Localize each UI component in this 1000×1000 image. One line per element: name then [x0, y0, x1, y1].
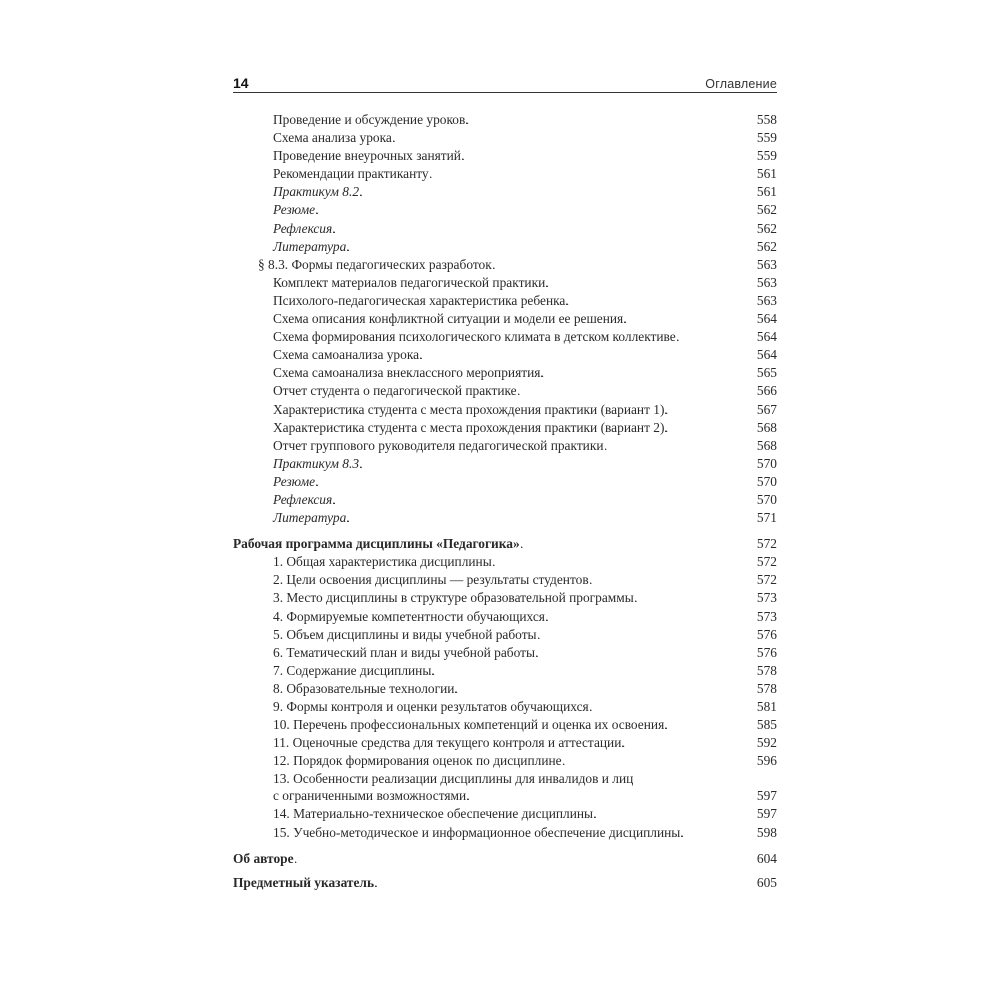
- page-number: 14: [233, 75, 249, 91]
- toc-entry-title: с ограниченными возможностями: [273, 788, 467, 804]
- toc-entry-title: Схема описания конфликтной ситуации и модели ее решения: [273, 311, 624, 327]
- toc-entry-title: 7. Содержание дисциплины: [273, 662, 432, 678]
- toc-entry-title: Рабочая программа дисциплины «Педагогика»: [233, 536, 520, 552]
- toc-entry[interactable]: [233, 147, 777, 165]
- toc-entry-page: 597: [756, 806, 777, 822]
- toc-entry-title: Схема анализа урока: [273, 130, 392, 146]
- toc-entry-title: 11. Оценочные средства для текущего контроля и аттестации: [273, 735, 622, 751]
- toc-entry-page: 564: [756, 311, 777, 327]
- toc-entry-title: Рефлексия: [273, 220, 333, 236]
- dot-leader: [360, 455, 756, 473]
- dot-leader: [360, 183, 756, 201]
- toc-entry[interactable]: [233, 256, 777, 274]
- toc-entry[interactable]: [233, 850, 777, 868]
- running-title: Оглавление: [705, 77, 777, 91]
- toc-entry-page: 605: [756, 874, 777, 890]
- toc-entry-page: 572: [756, 554, 777, 570]
- toc-entry[interactable]: [233, 553, 777, 571]
- toc-entry[interactable]: [233, 535, 777, 553]
- toc-entry-page: 562: [756, 220, 777, 236]
- toc-entry-title: Характеристика студента с места прохождения практики (вариант 2): [273, 419, 665, 435]
- toc-entry[interactable]: [233, 752, 777, 770]
- dot-leader: [333, 491, 756, 509]
- toc-entry-title: Литература: [273, 510, 347, 526]
- dot-leader: [347, 238, 756, 256]
- dot-leader: [665, 419, 755, 437]
- dot-leader: [430, 165, 756, 183]
- toc-entry[interactable]: [233, 716, 777, 734]
- toc-entry-title: Отчет студента о педагогической практике: [273, 383, 517, 399]
- toc-entry[interactable]: [233, 328, 777, 346]
- toc-entry[interactable]: [233, 491, 777, 509]
- toc-entry[interactable]: [233, 473, 777, 491]
- toc-entry-title: 3. Место дисциплины в структуре образовательной программы: [273, 590, 634, 606]
- dot-leader: [677, 328, 756, 346]
- dot-leader: [518, 382, 756, 400]
- toc-entry[interactable]: [233, 589, 777, 607]
- toc-entry-page: 576: [756, 626, 777, 642]
- toc-entry-page: 563: [756, 292, 777, 308]
- toc-entry-title: 6. Тематический план и виды учебной работы: [273, 644, 535, 660]
- toc-entry[interactable]: [233, 238, 777, 256]
- toc-entry[interactable]: [233, 382, 777, 400]
- toc-entry-title: 8. Образовательные технологии: [273, 680, 455, 696]
- toc-entry[interactable]: [233, 662, 777, 680]
- toc-entry-title: Предметный указатель: [233, 874, 375, 890]
- dot-leader: [538, 626, 756, 644]
- toc-entry-title: Отчет группового руководителя педагогической практики: [273, 437, 604, 453]
- toc-entry-title: Об авторе: [233, 850, 294, 866]
- toc-entry-page: 573: [756, 608, 777, 624]
- dot-leader: [635, 589, 756, 607]
- toc-entry[interactable]: [233, 787, 777, 805]
- toc-entry-title: Комплект материалов педагогической практики: [273, 274, 546, 290]
- toc-entry-page: 596: [756, 753, 777, 769]
- toc-entry-title: Проведение внеурочных занятий: [273, 148, 461, 164]
- toc-entry-page: 578: [756, 662, 777, 678]
- toc-entry-page: 604: [756, 850, 777, 866]
- dot-leader: [594, 805, 756, 823]
- toc-entry[interactable]: [233, 346, 777, 364]
- toc-entry-title: § 8.3. Формы педагогических разработок: [258, 256, 492, 272]
- toc-entry-page: 570: [756, 473, 777, 489]
- dot-leader: [316, 201, 756, 219]
- toc-entry[interactable]: [233, 165, 777, 183]
- toc-entry[interactable]: [233, 734, 777, 752]
- toc-entry-title: 10. Перечень профессиональных компетенций и оценка их освоения: [273, 717, 665, 733]
- dot-leader: [681, 824, 756, 842]
- toc-entry-page: 585: [756, 717, 777, 733]
- toc-entry-title: 9. Формы контроля и оценки результатов обучающихся: [273, 699, 589, 714]
- toc-entry-page: 570: [756, 491, 777, 507]
- toc-entry[interactable]: [233, 824, 777, 842]
- dot-leader: [605, 437, 756, 455]
- dot-leader: [563, 752, 756, 770]
- toc-entry[interactable]: [233, 220, 777, 238]
- toc-entry-title: Характеристика студента с места прохождения практики (вариант 1): [273, 401, 665, 417]
- toc-entry[interactable]: [233, 680, 777, 698]
- toc-entry[interactable]: [233, 129, 777, 147]
- toc-entry-page: 572: [756, 572, 777, 588]
- toc-entry[interactable]: [233, 571, 777, 589]
- dot-leader: [546, 608, 756, 626]
- toc-entry-page: 564: [756, 329, 777, 345]
- toc-entry-title: Проведение и обсуждение уроков: [273, 112, 466, 127]
- toc-entry[interactable]: [233, 201, 777, 219]
- toc-entry[interactable]: [233, 364, 777, 382]
- toc-entry-page: 567: [756, 401, 777, 417]
- dot-leader: [466, 111, 756, 129]
- toc-entry[interactable]: [233, 419, 777, 437]
- dot-leader: [541, 364, 755, 382]
- toc-entry[interactable]: [233, 644, 777, 662]
- toc-entry-title: Резюме: [273, 202, 316, 218]
- table-of-contents: [233, 111, 777, 892]
- toc-entry-page: 565: [756, 365, 777, 381]
- dot-leader: [393, 129, 756, 147]
- toc-entry-page: 598: [756, 824, 777, 840]
- toc-entry[interactable]: [233, 183, 777, 201]
- toc-entry-page: 597: [756, 788, 777, 804]
- book-page: [233, 72, 777, 892]
- toc-entry-page: 564: [756, 347, 777, 363]
- dot-leader: [493, 256, 756, 274]
- toc-entry[interactable]: [233, 310, 777, 328]
- toc-entry-title: 4. Формируемые компетентности обучающихся: [273, 608, 545, 624]
- toc-entry[interactable]: [233, 111, 777, 129]
- dot-leader: [462, 147, 756, 165]
- dot-leader: [665, 716, 756, 734]
- toc-entry-title: Схема самоанализа внеклассного мероприятия: [273, 365, 541, 381]
- toc-entry[interactable]: [233, 292, 777, 310]
- dot-leader: [432, 662, 756, 680]
- dot-leader: [316, 473, 756, 491]
- toc-entry-title: 12. Порядок формирования оценок по дисциплине: [273, 753, 562, 769]
- toc-entry-page: 561: [756, 166, 777, 182]
- toc-entry-title: 15. Учебно-методическое и информационное обеспечение дисциплины: [273, 824, 681, 840]
- toc-entry-page: 581: [756, 699, 777, 714]
- toc-entry-title: Рекомендации практиканту: [273, 166, 429, 182]
- toc-entry-page: 562: [756, 238, 777, 254]
- toc-entry-title: 2. Цели освоения дисциплины — результаты студентов: [273, 572, 589, 588]
- toc-entry[interactable]: [233, 455, 777, 473]
- page-header: [233, 72, 777, 93]
- dot-leader: [347, 509, 756, 527]
- toc-entry-line[interactable]: [233, 770, 777, 787]
- dot-leader: [295, 850, 756, 868]
- toc-entry-title: Психолого-педагогическая характеристика ребенка: [273, 292, 566, 308]
- dot-leader: [333, 220, 756, 238]
- toc-entry-page: 592: [756, 735, 777, 751]
- dot-leader: [420, 346, 756, 364]
- toc-entry-page: 563: [756, 256, 777, 272]
- dot-leader: [566, 292, 756, 310]
- toc-entry-page: 563: [756, 274, 777, 290]
- toc-entry-page: 566: [756, 383, 777, 399]
- toc-entry[interactable]: [233, 608, 777, 626]
- toc-entry[interactable]: [233, 509, 777, 527]
- dot-leader: [455, 680, 756, 698]
- toc-entry-page: 559: [756, 148, 777, 164]
- toc-entry-page: 572: [756, 536, 777, 552]
- toc-entry-page: 578: [756, 680, 777, 696]
- toc-entry-title: Литература: [273, 238, 347, 254]
- toc-entry-page: 568: [756, 437, 777, 453]
- toc-entry-page: 568: [756, 419, 777, 435]
- dot-leader: [665, 401, 755, 419]
- toc-entry-title: Схема самоанализа урока: [273, 347, 420, 363]
- toc-entry-page: 559: [756, 130, 777, 146]
- dot-leader: [624, 310, 756, 328]
- toc-entry[interactable]: [233, 437, 777, 455]
- dot-leader: [536, 644, 756, 662]
- toc-entry-page: 570: [756, 455, 777, 471]
- toc-entry-title: Схема формирования психологического климата в детском коллективе: [273, 329, 676, 345]
- dot-leader: [375, 874, 756, 892]
- toc-entry-page: 562: [756, 202, 777, 218]
- toc-entry[interactable]: [233, 874, 777, 892]
- toc-entry-title: 14. Материально-техническое обеспечение дисциплины: [273, 806, 594, 822]
- toc-entry-page: 576: [756, 644, 777, 660]
- toc-entry[interactable]: [233, 626, 777, 644]
- toc-entry-page: 561: [756, 184, 777, 200]
- toc-entry[interactable]: [233, 698, 777, 716]
- dot-leader: [521, 535, 756, 553]
- toc-entry-title: 5. Объем дисциплины и виды учебной работы: [273, 626, 537, 642]
- toc-entry-page: 571: [756, 510, 777, 526]
- dot-leader: [590, 698, 756, 716]
- toc-entry-title: Резюме: [273, 473, 316, 489]
- dot-leader: [546, 274, 756, 292]
- toc-entry-page: 573: [756, 590, 777, 606]
- dot-leader: [493, 553, 756, 571]
- toc-entry-title: 1. Общая характеристика дисциплины: [273, 554, 492, 570]
- dot-leader: [622, 734, 756, 752]
- toc-entry[interactable]: [233, 401, 777, 419]
- toc-entry[interactable]: [233, 805, 777, 823]
- toc-entry-page: 558: [756, 112, 777, 127]
- dot-leader: [467, 787, 756, 805]
- toc-entry-title: 13. Особенности реализации дисциплины для инвалидов и лиц: [273, 771, 634, 787]
- toc-entry-title: Практикум 8.2: [273, 184, 360, 200]
- toc-entry-title: Практикум 8.3: [273, 455, 360, 471]
- toc-entry-title: Рефлексия: [273, 491, 333, 507]
- toc-entry[interactable]: [233, 274, 777, 292]
- dot-leader: [590, 571, 756, 589]
